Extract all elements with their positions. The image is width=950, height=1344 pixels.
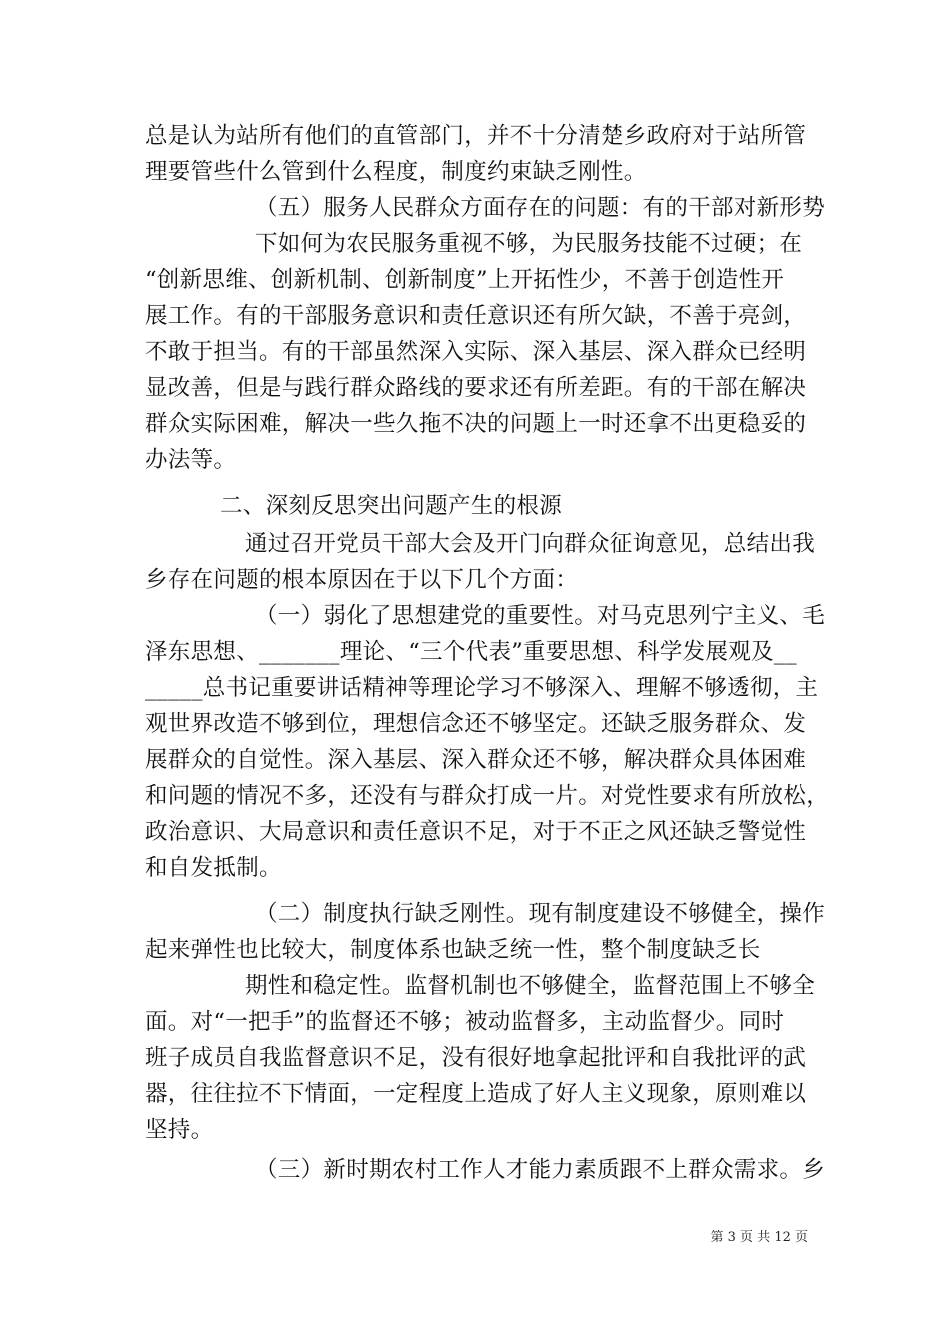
text-line: 理要管些什么管到什么程度，制度约束缺乏刚性。	[145, 159, 647, 185]
text-line: 乡存在问题的根本原因在于以下几个方面：	[145, 567, 579, 593]
text-line: 观世界改造不够到位，理想信念还不够坚定。还缺乏服务群众、发	[145, 711, 807, 737]
text-line: （三）新时期农村工作人才能力素质跟不上群众需求。乡	[255, 1157, 826, 1183]
text-line: 泽东思想、_______理论、“三个代表”重要思想、科学发展观及__	[145, 639, 797, 665]
text-line: _____总书记重要讲话精神等理论学习不够深入、理解不够透彻，主	[145, 675, 819, 701]
text-line: （一）弱化了思想建党的重要性。对马克思列宁主义、毛	[255, 603, 826, 629]
text-line: 展群众的自觉性。深入基层、深入群众还不够，解决群众具体困难	[145, 747, 807, 773]
text-line: 和问题的情况不多，还没有与群众打成一片。对党性要求有所放松，	[145, 783, 830, 809]
text-line: 二、深刻反思突出问题产生的根源	[220, 493, 563, 519]
text-line: 通过召开党员干部大会及开门向群众征询意见，总结出我	[245, 531, 816, 557]
text-line: 群众实际困难，解决一些久拖不决的问题上一时还拿不出更稳妥的	[145, 411, 807, 437]
text-line: （五）服务人民群众方面存在的问题：有的干部对新形势	[255, 195, 826, 221]
page-number: 第 3 页 共 12 页	[710, 1230, 808, 1245]
text-line: 下如何为农民服务重视不够，为民服务技能不过硬；在	[255, 231, 803, 257]
text-line: 起来弹性也比较大，制度体系也缺乏统一性，整个制度缺乏长	[145, 937, 761, 963]
text-line: 器，往往拉不下情面，一定程度上造成了好人主义现象，原则难以	[145, 1081, 807, 1107]
text-line: “创新思维、创新机制、创新制度”上开拓性少，不善于创造性开	[145, 267, 785, 293]
text-line: 政治意识、大局意识和责任意识不足，对于不正之风还缺乏警觉性	[145, 819, 807, 845]
text-line: 显改善，但是与践行群众路线的要求还有所差距。有的干部在解决	[145, 375, 807, 401]
text-line: 班子成员自我监督意识不足，没有很好地拿起批评和自我批评的武	[145, 1045, 807, 1071]
text-line: 和自发抵制。	[145, 855, 282, 881]
text-line: 办法等。	[145, 447, 237, 473]
text-line: 坚持。	[145, 1117, 214, 1143]
text-line: 不敢于担当。有的干部虽然深入实际、深入基层、深入群众已经明	[145, 339, 807, 365]
text-line: 总是认为站所有他们的直管部门，并不十分清楚乡政府对于站所管	[145, 123, 807, 149]
text-line: （二）制度执行缺乏刚性。现有制度建设不够健全，操作	[255, 901, 826, 927]
text-line: 面。对“一把手”的监督还不够；被动监督多，主动监督少。同时	[145, 1009, 785, 1035]
text-line: 期性和稳定性。监督机制也不够健全，监督范围上不够全	[245, 973, 816, 999]
text-line: 展工作。有的干部服务意识和责任意识还有所欠缺，不善于亮剑，	[145, 303, 807, 329]
